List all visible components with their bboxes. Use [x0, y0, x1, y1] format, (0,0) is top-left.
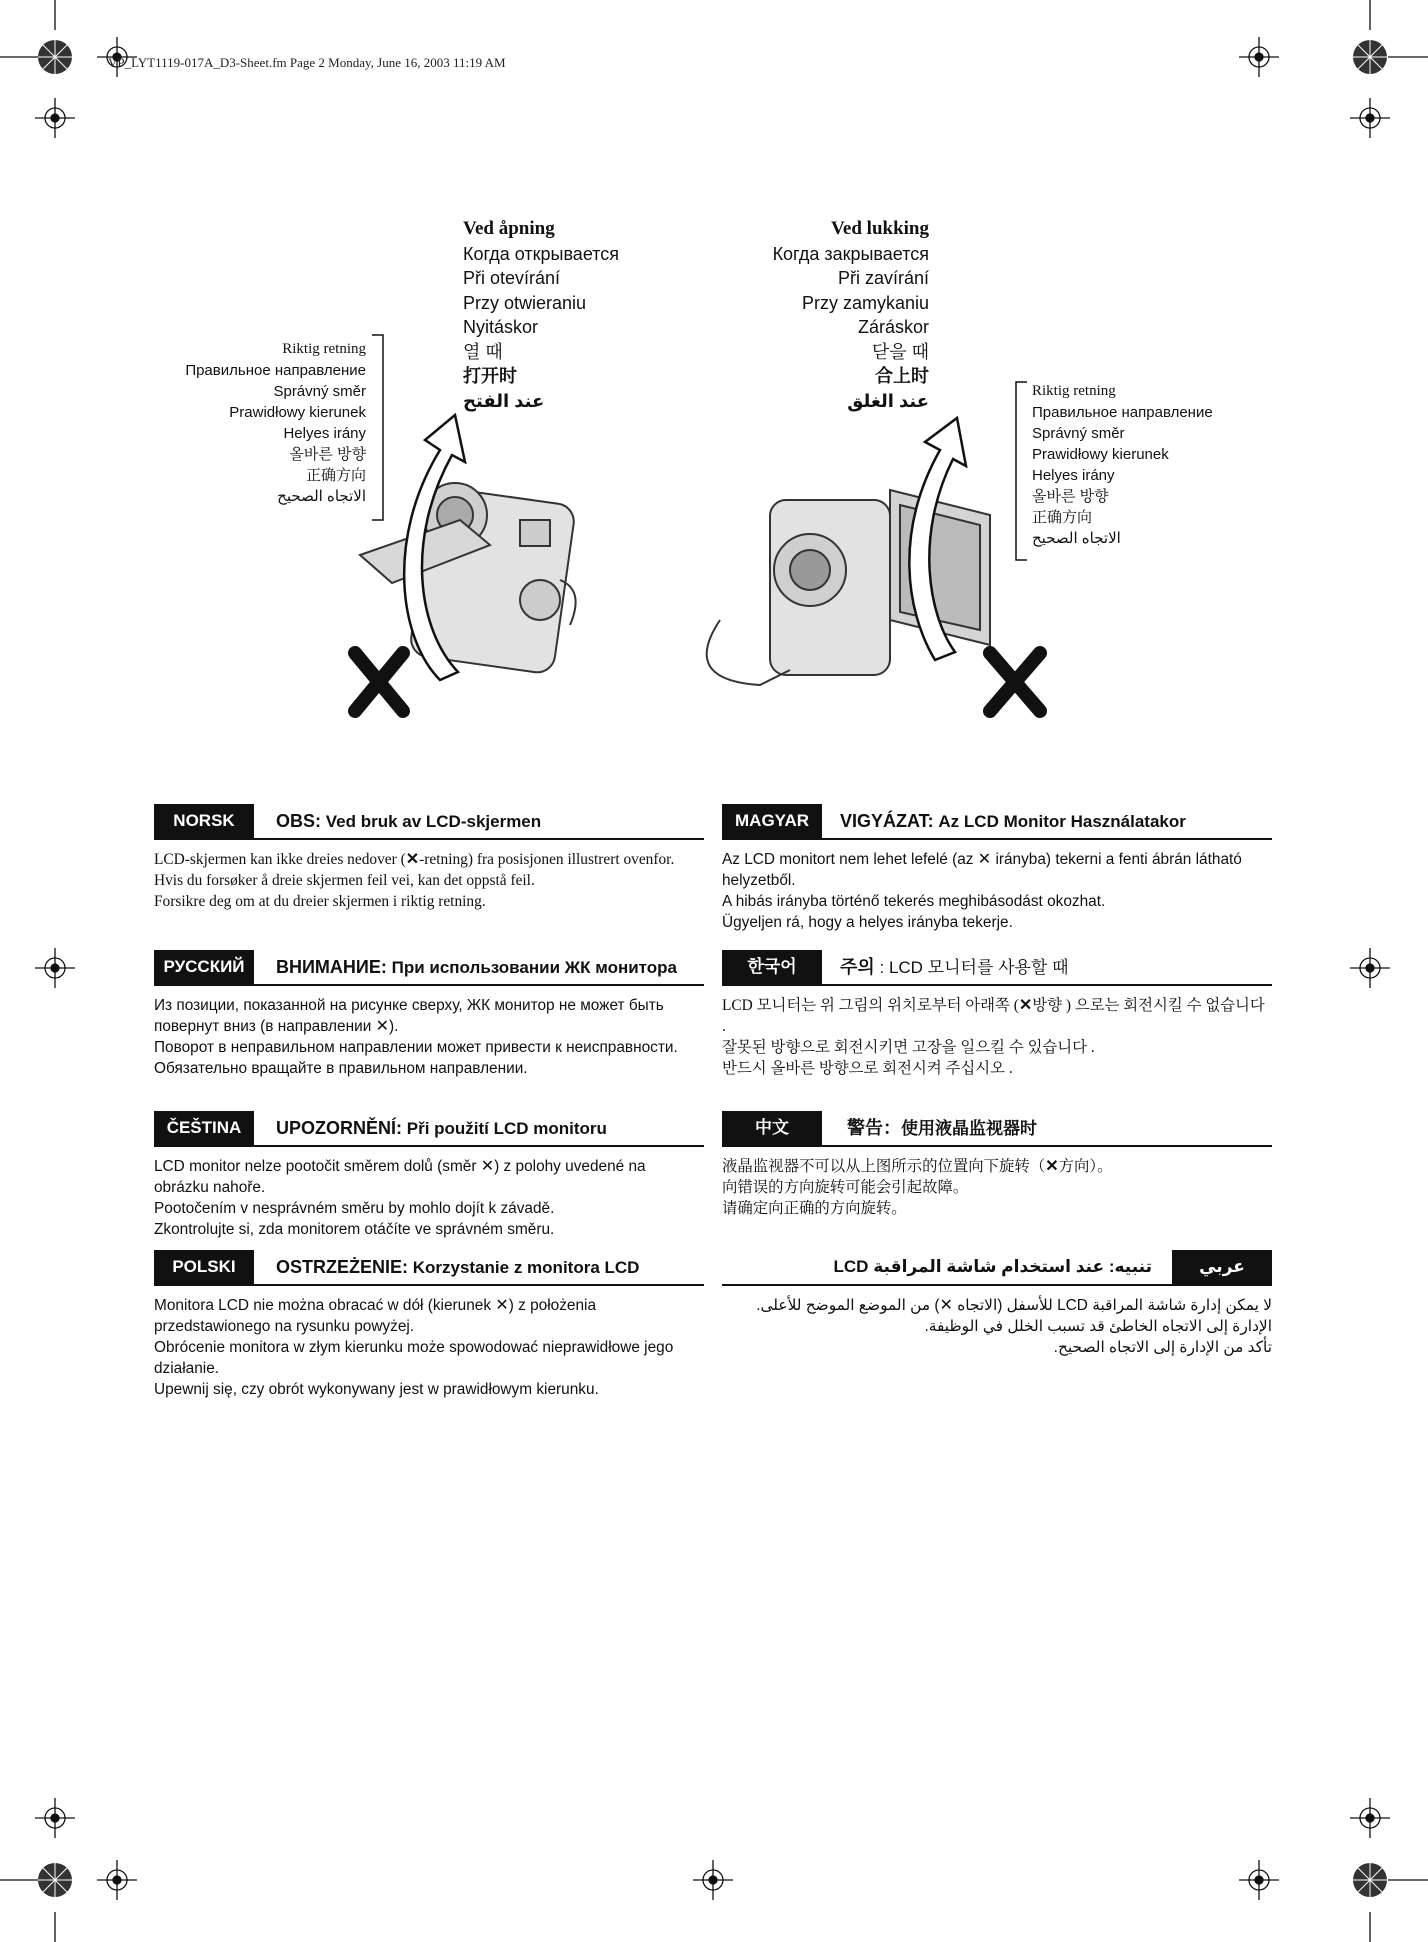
language-badge: ČEŠTINA: [154, 1111, 254, 1145]
language-badge: MAGYAR: [722, 804, 822, 838]
opening-label: Nyitáskor: [463, 317, 539, 337]
section-chinese: [722, 1111, 1272, 1219]
section-title: 警告：使用液晶监视器时: [847, 1118, 1037, 1138]
x-direction-icon: ✕: [1045, 1158, 1059, 1175]
direction-label: Riktig retning: [282, 341, 366, 357]
closing-label: Ved lukking: [830, 218, 929, 239]
section-header: [154, 804, 704, 840]
opening-label: عند الفتح: [463, 390, 545, 411]
section-title: 주의 : LCD 모니터를 사용할 때: [840, 957, 1069, 977]
direction-label: Správný směr: [273, 383, 366, 400]
closing-label: Při zavírání: [837, 268, 929, 288]
language-badge: РУССКИЙ: [154, 950, 254, 984]
closing-label: Когда закрывается: [772, 243, 929, 264]
direction-label: 올바른 방향: [289, 446, 366, 463]
direction-label: Riktig retning: [1032, 383, 1116, 399]
closing-label: Záráskor: [857, 317, 929, 337]
direction-label: 올바른 방향: [1032, 488, 1109, 505]
language-badge: عربي: [1172, 1250, 1272, 1284]
camcorder-left: [360, 483, 576, 675]
x-direction-icon: ✕: [495, 1297, 509, 1314]
language-badge: 中文: [722, 1111, 822, 1145]
x-direction-icon: ✕: [1018, 997, 1033, 1014]
closing-label: Przy zamykaniu: [801, 292, 929, 313]
direction-label: Правильное направление: [185, 362, 366, 379]
direction-labels-right: [1032, 381, 1213, 549]
section-header: [722, 804, 1272, 840]
opening-label: 打开时: [463, 366, 517, 386]
section-arabic: [722, 1250, 1272, 1358]
x-direction-icon: ✕: [405, 851, 420, 868]
direction-label: 正确方向: [1032, 509, 1093, 526]
direction-label: الاتجاه الصحيح: [1032, 530, 1121, 547]
section-header: [722, 950, 1272, 986]
section-korean: [722, 950, 1272, 1079]
section-title: VIGYÁZAT: Az LCD Monitor Használatakor: [840, 811, 1186, 831]
x-direction-icon: ✕: [480, 1158, 495, 1175]
section-body: Az LCD monitort nem lehet lefelé (az ✕ irányba) tekerni a fenti ábrán látható helyzetből. A hibás irányba történő tekerés meghibásodást okozhat. Ügyeljen rá, hogy a helyes irányba tekerje.: [722, 851, 1242, 931]
section-norsk: [154, 804, 704, 912]
direction-label: Prawidłowy kierunek: [1032, 446, 1169, 463]
opening-label: 열 때: [463, 341, 503, 362]
section-body: LCD-skjermen kan ikke dreies nedover (✕-retning) fra posisjonen illustrert ovenfor. Hvis du forsøker å dreie skjermen feil vei, kan det oppstå feil. Forsikre deg om at du dreier skjermen i riktig retning.: [154, 851, 675, 910]
closing-label: 닫을 때: [871, 341, 929, 362]
section-header: [722, 1250, 1272, 1286]
section-header: [154, 1111, 704, 1147]
section-magyar: [722, 804, 1272, 933]
section-title: UPOZORNĚNÍ: Při použití LCD monitoru: [276, 1118, 607, 1138]
section-title: OSTRZEŻENIE: Korzystanie z monitora LCD: [276, 1257, 640, 1277]
section-russian: [154, 950, 704, 1079]
direction-label: Helyes irány: [283, 425, 366, 442]
section-body: لا يمكن إدارة شاشة المراقبة LCD للأسفل (الاتجاه ✕) من الموضع الموضح للأعلى. الإدارة إلى الاتجاه الخاطئ قد تسبب الخلل في الوظيفة. تأكد من الإدارة إلى الاتجاه الصحيح.: [756, 1297, 1272, 1356]
section-body: 液晶监视器不可以从上图所示的位置向下旋转（✕方向）。 向错误的方向旋转可能会引起故障。 请确定向正确的方向旋转。: [722, 1158, 1113, 1217]
opening-label: Когда открывается: [463, 243, 620, 264]
closing-label: 合上时: [875, 366, 929, 386]
section-polish: [154, 1250, 704, 1400]
section-title: ВНИМАНИЕ: При использовании ЖК монитора: [276, 957, 677, 977]
x-direction-icon: ✕: [375, 1018, 389, 1035]
direction-labels-left: [185, 339, 366, 507]
section-title: تنبيه: عند استخدام شاشة المراقبة LCD: [833, 1257, 1152, 1276]
closing-label: عند الغلق: [847, 390, 929, 411]
section-title: OBS: Ved bruk av LCD-skjermen: [276, 811, 542, 831]
language-badge: 한국어: [722, 950, 822, 984]
section-body: LCD 모니터는 위 그림의 위치로부터 아래쪽 (✕방향 ) 으로는 회전시킬 수 없습니다 . 잘못된 방향으로 회전시키면 고장을 일으킬 수 있습니다 . 반드시 올바른 방향으로 회전시켜 주십시오 .: [722, 997, 1265, 1077]
direction-label: Prawidłowy kierunek: [229, 404, 366, 421]
direction-label: الاتجاه الصحيح: [277, 488, 366, 505]
opening-label: Při otevírání: [463, 268, 561, 288]
x-direction-icon: ✕: [939, 1297, 953, 1314]
section-czech: [154, 1111, 704, 1240]
opening-labels: [463, 217, 619, 413]
direction-label: Správný směr: [1032, 425, 1125, 442]
section-header: [154, 1250, 704, 1286]
x-direction-icon: ✕: [977, 851, 992, 868]
direction-label: 正确方向: [305, 467, 366, 484]
section-body: Monitora LCD nie można obracać w dół (kierunek ✕) z położenia przedstawionego na rysunku powyżej. Obrócenie monitora w złym kierunku może spowodować nieprawidłowe jego działanie. Upewnij się, czy obrót wykonywany jest w prawidłowym kierunku.: [154, 1297, 674, 1398]
opening-label: Przy otwieraniu: [463, 292, 587, 313]
file-header: VP_LYT1119-017A_D3-Sheet.fm Page 2 Monday, June 16, 2003 11:19 AM: [108, 55, 506, 70]
section-header: [722, 1111, 1272, 1147]
section-body: LCD monitor nelze pootočit směrem dolů (směr ✕) z polohy uvedené na obrázku nahoře. Pootočením v nesprávném směru by mohlo dojít k závadě. Zkontrolujte si, zda monitorem otáčíte ve správném směru.: [154, 1158, 646, 1238]
closing-labels: [773, 217, 929, 413]
section-header: [154, 950, 704, 986]
opening-label: Ved åpning: [463, 218, 555, 239]
direction-label: Helyes irány: [1032, 467, 1115, 484]
language-badge: NORSK: [154, 804, 254, 838]
section-body: Из позиции, показанной на рисунке сверху, ЖК монитор не может быть повернут вниз (в направлении ✕). Поворот в неправильном направлении может привести к неисправности. Обязательно вращайте в правильном направлении.: [154, 997, 678, 1077]
direction-label: Правильное направление: [1032, 404, 1213, 421]
language-badge: POLSKI: [154, 1250, 254, 1284]
